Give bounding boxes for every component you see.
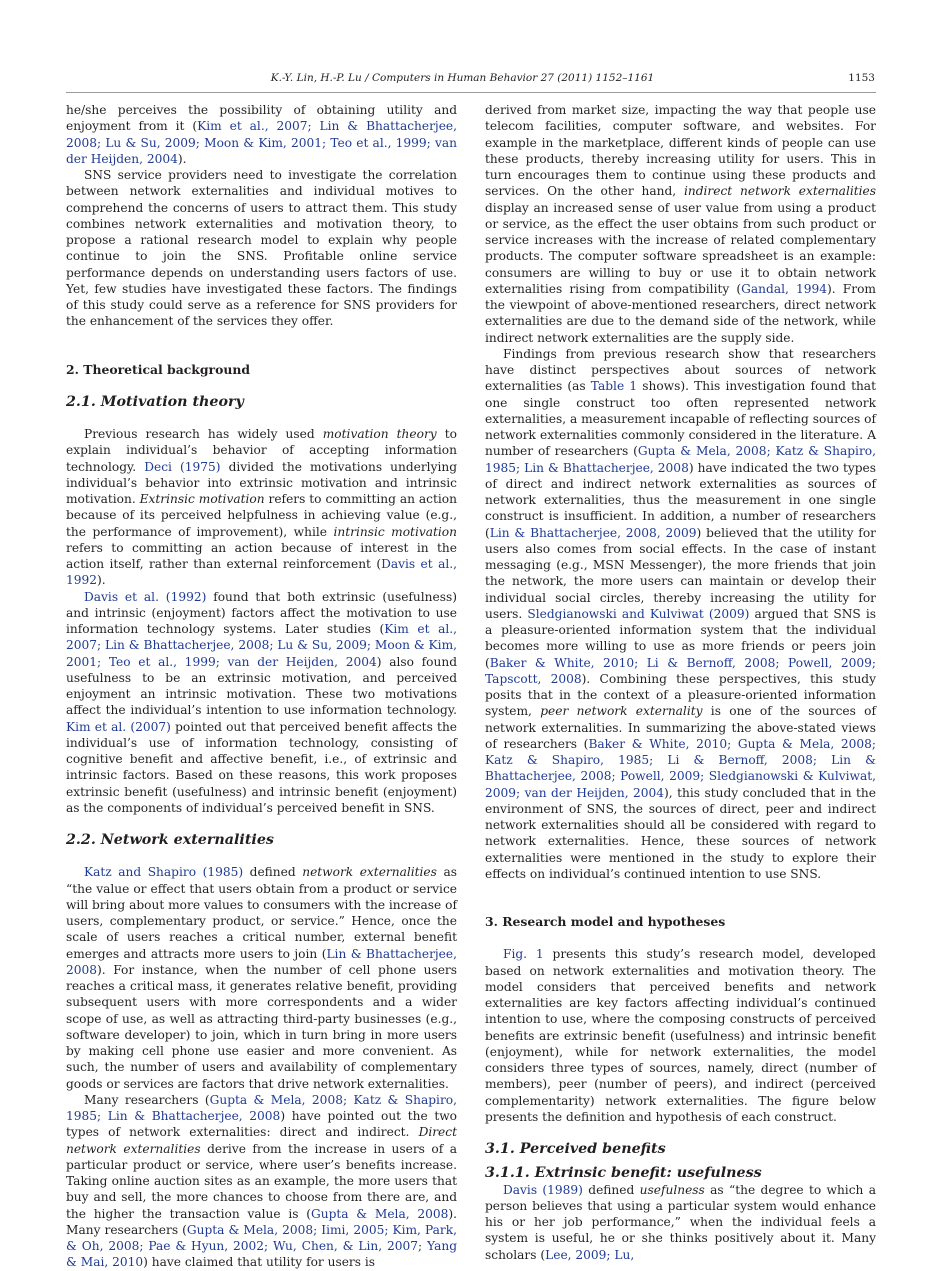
body-text: divided the motivations underlying individual’s behavior into extrinsic motivation and intrinsic motivation. bbox=[66, 459, 458, 506]
body-text: derived from market size, impacting the way that people use telecom facilities, computer software, and websites. For example in the marketplace, different kinds of people can use these products, thereby increasing utility for users. This in turn encourages them to continue using these products and services. On the other hand, bbox=[485, 103, 876, 199]
citation-link[interactable]: Fig. 1 bbox=[503, 947, 544, 962]
body-text: presents this study’s research model, developed based on network externalities and motivation theory. The model considers that perceived benefits and network externalities are key factors affecting individual’s continued intention to use, where the composing constructs of perceived benefits are extrinsic benefit (usefulness) and intrinsic benefit (enjoyment), while for network externalities, the model considers three types of sources, namely, direct (number of members), peer (number of peers), and indirect (perceived complementarity) network externalities. The figure below presents the definition and hypothesis of each construct. bbox=[485, 947, 876, 1124]
right-column bbox=[485, 102, 876, 1263]
section-heading: 2. Theoretical background bbox=[66, 361, 251, 377]
subsection-heading: 2.1. Motivation theory bbox=[66, 393, 244, 410]
body-text: argued that SNS is a pleasure-oriented information system that the individual becomes more willing to use as more friends or peers join ( bbox=[485, 606, 876, 670]
page-number: 1153 bbox=[848, 72, 875, 84]
paragraph bbox=[66, 1092, 457, 1271]
body-text: ) believed that the utility for users also comes from social effects. In the case of instant messaging (e.g., MSN Messenger), the more friends that join the network, the more users can maintain or develop their individual social circles, thereby increasing the utility for users. bbox=[485, 525, 876, 621]
body-text: he/she perceives the possibility of obtaining utility and enjoyment from it ( bbox=[66, 103, 457, 134]
body-text: ) have indicated the two types of direct and indirect network externalities as sources of network externalities, thus the measurement in one single construct is insufficient. In addition, a number of researchers ( bbox=[485, 460, 877, 540]
citation-link[interactable]: Baker & White, 2010; Gupta & Mela, 2008; Katz & Shapiro, 1985; Li & Bernoff, 2008; Lin & Bhattacherjee, 2008; Powell, 2009; Sledgianowski & Kulviwat, 2009; van der Heijden, 2004 bbox=[485, 736, 876, 800]
body-text: Previous research has widely used bbox=[84, 427, 323, 441]
body-text: ), this study concluded that in the environment of SNS, the sources of direct, peer and indirect network externalities should all be considered with regard to network externalities. Hence, these sources of network externalities were mentioned in the study to explore their effects on individual’s continued intention to use SNS. bbox=[485, 785, 876, 881]
citation-link[interactable]: Lin & Bhattacherjee, 2008 bbox=[66, 946, 457, 977]
citation-link[interactable]: Sledgianowski and Kulviwat (2009) bbox=[527, 606, 750, 621]
emphasis-text: motivation theory bbox=[322, 427, 437, 441]
citation-link[interactable]: Kim et al., 2007; Lin & Bhattacherjee, 2008; Lu & Su, 2009; Moon & Kim, 2001; Teo et al., 1999; van der Heijden, 2004 bbox=[66, 622, 457, 669]
citation-link[interactable]: Table 1 bbox=[590, 379, 638, 394]
subsection-heading: 2.2. Network externalities bbox=[66, 832, 274, 848]
body-text: to explain individual’s behavior of accepting information technology. bbox=[66, 427, 457, 474]
paragraph bbox=[66, 589, 457, 817]
citation-link[interactable]: Lee, 2009; Lu, bbox=[545, 1247, 635, 1262]
citation-link[interactable]: Deci (1975) bbox=[144, 459, 221, 474]
body-text: ). Many researchers ( bbox=[66, 1206, 457, 1237]
citation-link[interactable]: Gupta & Mela, 2008; Iimi, 2005; Kim, Park, & Oh, 2008; Pae & Hyun, 2002; Wu, Chen, & Lin, 2007; Yang & Mai, 2010 bbox=[66, 1222, 457, 1270]
body-text: as “the value or effect that users obtain from a product or service will bring about more values to consumers with the increase of users, complementary product, or service.” Hence, once the scale of users reaches a critical number, external benefit emerges and attracts more users to join ( bbox=[66, 865, 457, 961]
body-text: defined bbox=[582, 1182, 640, 1197]
body-text: is one of the sources of network externalities. In summarizing the above-stated views of researchers ( bbox=[485, 704, 876, 751]
body-text: as “the degree to which a person believes that using a particular system would enhance his or her job performance,” when the individual feels a system is useful, he or she thinks positively about it. Many scholars ( bbox=[485, 1182, 876, 1262]
running-title: K.-Y. Lin, H.-P. Lu / Computers in Human Behavior 27 (2011) 1152–1161 bbox=[270, 72, 655, 84]
citation-link[interactable]: Davis (1989) bbox=[503, 1182, 583, 1197]
paragraph bbox=[485, 102, 876, 346]
running-header bbox=[0, 72, 925, 88]
body-text: found that both extrinsic (usefulness) and intrinsic (enjoyment) factors affect the motivation to use information technology systems. Later studies ( bbox=[66, 589, 457, 636]
paragraph bbox=[66, 426, 457, 589]
body-text: pointed out that perceived benefit affects the individual’s use of information technology, consisting of cognitive benefit and affective benefit, i.e., of extrinsic and intrinsic factors. Based on these reasons, this work proposes extrinsic benefit (usefulness) and intrinsic benefit (enjoyment) as the components of individual’s perceived benefit in SNS. bbox=[66, 719, 458, 815]
citation-link[interactable]: Davis et al., 1992 bbox=[66, 557, 457, 588]
body-text: ) have pointed out the two types of network externalities: direct and indirect. bbox=[66, 1109, 457, 1140]
body-text: derive from the increase in users of a particular product or service, where user’s benefits increase. Taking online auction sites as an example, the more users that buy and sell, the more chances to choose from there are, and the higher the transaction value is ( bbox=[66, 1141, 457, 1221]
paragraph bbox=[66, 102, 457, 167]
body-text: Findings from previous research show that researchers have distinct perspectives about sources of network externalities (as bbox=[485, 346, 876, 394]
body-text: SNS service providers need to investigate the correlation between network externalities and individual motives to comprehend the concerns of users to attract them. This study combines network externalities and motivation theory, to propose a rational research model to explain why people continue to join the SNS. Profitable online service performance depends on understanding users factors of use. Yet, few studies have investigated these factors. The findings of this study could serve as a reference for SNS providers for the enhancement of the services they offer. bbox=[66, 168, 457, 329]
citation-link[interactable]: Kim et al., 2007; Lin & Bhattacherjee, 2008; Lu & Su, 2009; Moon & Kim, 2001; Teo et al., 1999; van der Heijden, 2004 bbox=[66, 119, 458, 166]
body-text: ). Combining these perspectives, this study posits that in the context of a pleasure-oriented information system, bbox=[485, 671, 876, 719]
citation-link[interactable]: Davis et al. (1992) bbox=[84, 589, 207, 604]
section-heading: 3. Research model and hypotheses bbox=[485, 914, 726, 929]
citation-link[interactable]: Gupta & Mela, 2008; Katz & Shapiro, 1985; Lin & Bhattacherjee, 2008 bbox=[485, 444, 876, 475]
citation-link[interactable]: Gandal, 1994 bbox=[741, 281, 828, 296]
subsection-heading: 3.1. Perceived benefits bbox=[485, 1141, 666, 1157]
emphasis-text: Extrinsic motivation bbox=[139, 492, 265, 506]
emphasis-text: network externalities bbox=[302, 865, 437, 880]
left-column bbox=[66, 102, 457, 1271]
citation-link[interactable]: Baker & White, 2010; Li & Bernoff, 2008; Powell, 2009; Tapscott, 2008 bbox=[485, 655, 876, 686]
body-text: ) also found usefulness to be an extrinsic motivation, and perceived enjoyment an intrinsic motivation. These two motivations affect the individual’s intention to use information technology. bbox=[66, 654, 457, 718]
emphasis-text: peer network externality bbox=[540, 704, 703, 719]
citation-link[interactable]: Gupta & Mela, 2008; Katz & Shapiro, 1985; Lin & Bhattacherjee, 2008 bbox=[66, 1092, 457, 1123]
body-text: ). From the viewpoint of above-mentioned researchers, direct network externalities are due to the demand side of the network, while indirect network externalities are the supply side. bbox=[485, 281, 876, 345]
body-text: ). For instance, when the number of cell phone users reaches a critical mass, it generates relative benefit, providing subsequent users with more correspondents and a wider scope of use, as well as attracting third-party businesses (e.g., software developer) to join, which in turn bring in more users by making cell phone use easier and more convenient. As such, the number of users and availability of complementary goods or services are factors that drive network externalities. bbox=[66, 962, 457, 1091]
subsubsection-heading: 3.1.1. Extrinsic benefit: usefulness bbox=[485, 1165, 762, 1182]
paragraph bbox=[485, 346, 876, 882]
citation-link[interactable]: Lin & Bhattacherjee, 2008, 2009 bbox=[489, 525, 697, 540]
header-rule bbox=[66, 92, 876, 93]
paragraph bbox=[66, 864, 457, 1092]
body-text: Many researchers ( bbox=[84, 1092, 210, 1107]
body-text: defined bbox=[243, 865, 303, 880]
emphasis-text: intrinsic motivation bbox=[333, 524, 457, 539]
body-text: ). bbox=[97, 573, 106, 588]
emphasis-text: Direct network externalities bbox=[66, 1125, 457, 1156]
body-text: refers to committing an action because of its perceived helpfulness in achieving value (e.g., the performance of improvement), while bbox=[66, 492, 457, 539]
citation-link[interactable]: Gupta & Mela, 2008 bbox=[310, 1206, 449, 1221]
body-text: refers to committing an action because of interest in the action itself, rather than external reinforcement ( bbox=[66, 540, 457, 571]
body-text: ) have claimed that utility for users is bbox=[143, 1255, 376, 1270]
emphasis-text: indirect network externalities bbox=[683, 184, 876, 199]
body-text: shows). This investigation found that one single construct too often represented network externalities, a measurement incapable of reflecting sources of network externalities commonly considered in the literature. A number of researchers ( bbox=[485, 379, 876, 459]
paragraph bbox=[485, 1182, 876, 1263]
body-text: display an increased sense of user value from using a product or service, as the effect the user obtains from such product or service increases with the increase of related complementary products. The computer software spreadsheet is an example: consumers are willing to buy or use it to obtain network externalities rising from compatibility ( bbox=[485, 200, 876, 296]
paragraph bbox=[66, 167, 457, 330]
body-text: ). bbox=[177, 151, 187, 166]
citation-link[interactable]: Kim et al. (2007) bbox=[66, 719, 171, 734]
emphasis-text: usefulness bbox=[639, 1182, 705, 1197]
citation-link[interactable]: Katz and Shapiro (1985) bbox=[84, 865, 244, 880]
paragraph bbox=[485, 946, 876, 1125]
